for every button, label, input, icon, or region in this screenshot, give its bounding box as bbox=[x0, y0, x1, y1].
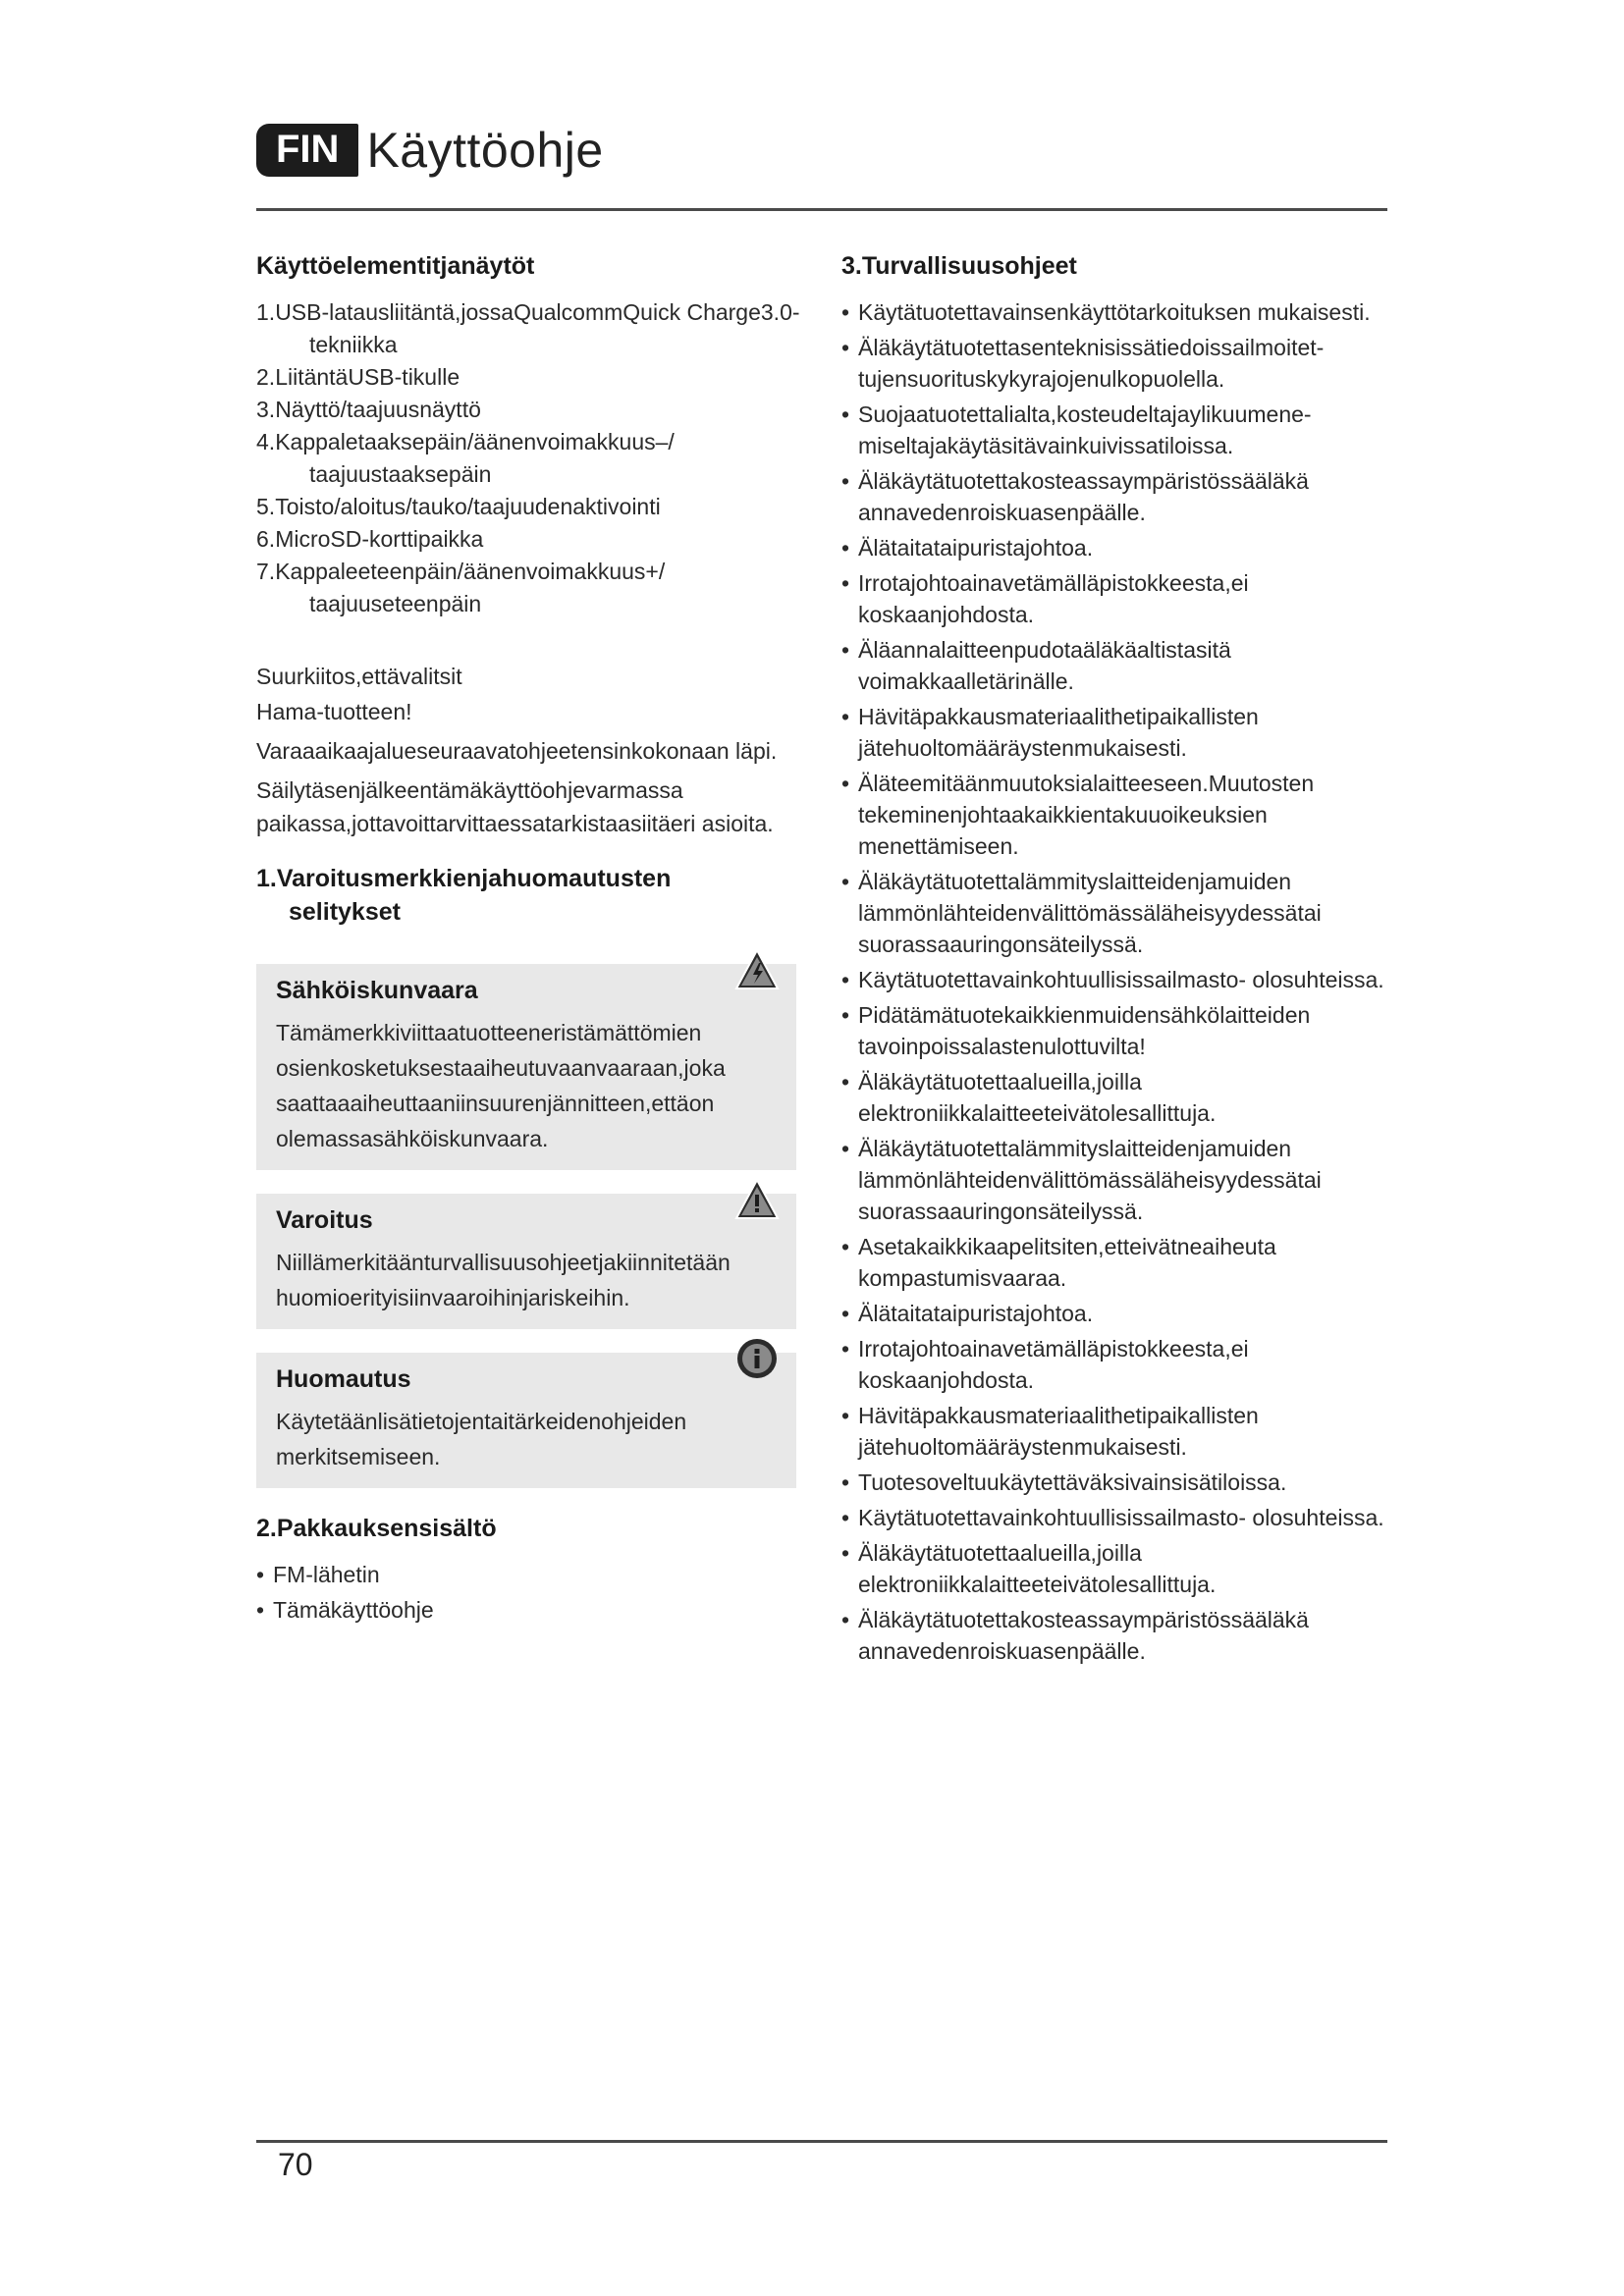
list-item: • Älätaitataipuristajohtoa. bbox=[841, 532, 1387, 563]
safety-list bbox=[841, 296, 1387, 1667]
section-1-heading: 1.Varoitusmerkkienjahuomautusten selitykset bbox=[256, 865, 672, 926]
section-2-heading: 2.Pakkauksensisältö bbox=[256, 1515, 497, 1542]
language-badge: FIN bbox=[256, 124, 358, 177]
box-title: Sähköiskunvaara bbox=[276, 977, 478, 1004]
package-list bbox=[256, 1559, 802, 1626]
list-item: • Äläkäytätuotettalämmityslaitteidenjamuiden lämmönlähteidenvälittömässäläheisyydessätai suorassaauringonsäteilyssä. bbox=[841, 1133, 1387, 1227]
list-item: • Äläkäytätuotettalämmityslaitteidenjamuiden lämmönlähteidenvälittömässäläheisyydessätai suorassaauringonsäteilyssä. bbox=[841, 866, 1387, 960]
list-item: • Äläkäytätuotettasenteknisissätiedoissailmoitet- tujensuorituskykyrajojenulkopuolella. bbox=[841, 332, 1387, 395]
list-item: • Hävitäpakkausmateriaalithetipaikallisten jätehuoltomääräystenmukaisesti. bbox=[841, 701, 1387, 764]
box-text: Tämämerkkiviittaatuotteeneristämättömien osienkosketuksestaaiheutuvaanvaaraan,joka saattaaaiheuttaaniinsuurenjännitteen,ettäon olemassasähköiskunvaara. bbox=[276, 1020, 726, 1151]
warning-box bbox=[256, 1194, 796, 1329]
page-header bbox=[256, 116, 604, 185]
box-title: Varoitus bbox=[276, 1206, 373, 1234]
electric-shock-box bbox=[256, 964, 796, 1170]
controls-heading: Käyttöelementitjanäytöt bbox=[256, 252, 535, 280]
info-circle-icon bbox=[733, 1335, 781, 1382]
warning-triangle-icon bbox=[733, 946, 781, 993]
list-item: • Irrotajohtoainavetämälläpistokkeesta,ei koskaanjohdosta. bbox=[841, 1333, 1387, 1396]
document-title: Käyttöohje bbox=[366, 123, 604, 178]
list-item: • Tuotesoveltuukäytettäväksivainsisätiloissa. bbox=[841, 1467, 1387, 1498]
controls-list bbox=[256, 296, 802, 620]
list-item: • Käytätuotettavainsenkäyttötarkoituksen mukaisesti. bbox=[841, 296, 1387, 328]
list-item: • Äläkäytätuotettakosteassaympäristössääläkä annavedenroiskuasenpäälle. bbox=[841, 465, 1387, 528]
list-item: • Äläannalaitteenpudotaäläkäaltistasitä voimakkaalletärinälle. bbox=[841, 634, 1387, 697]
section-3-heading: 3.Turvallisuusohjeet bbox=[841, 252, 1077, 280]
list-item: • Käytätuotettavainkohtuullisissailmasto- olosuhteissa. bbox=[841, 964, 1387, 995]
footer-rule bbox=[256, 2140, 1387, 2143]
box-text: Käytetäänlisätietojentaitärkeidenohjeiden merkitsemiseen. bbox=[276, 1409, 687, 1469]
note-box bbox=[256, 1353, 796, 1488]
intro-text bbox=[256, 660, 802, 840]
list-item: 1.USB-latausliitäntä,jossaQualcommQuick Charge3.0-tekniikka bbox=[256, 299, 800, 357]
list-item: • Älätaitataipuristajohtoa. bbox=[841, 1298, 1387, 1329]
list-item: 2.LiitäntäUSB-tikulle bbox=[256, 364, 460, 390]
warning-triangle-icon bbox=[733, 1176, 781, 1223]
list-item: • Äläkäytätuotettakosteassaympäristössääläkä annavedenroiskuasenpäälle. bbox=[841, 1604, 1387, 1667]
list-item: 4.Kappaletaaksepäin/äänenvoimakkuus–/ taajuustaaksepäin bbox=[256, 429, 675, 487]
list-item: 5.Toisto/aloitus/tauko/taajuudenaktivointi bbox=[256, 494, 661, 519]
intro-line: Suurkiitos,ettävalitsit bbox=[256, 664, 462, 689]
header-rule bbox=[256, 208, 1387, 211]
list-item: • Irrotajohtoainavetämälläpistokkeesta,ei koskaanjohdosta. bbox=[841, 567, 1387, 630]
list-item: • Hävitäpakkausmateriaalithetipaikallisten jätehuoltomääräystenmukaisesti. bbox=[841, 1400, 1387, 1463]
list-item: 7.Kappaleeteenpäin/äänenvoimakkuus+/ taajuuseteenpäin bbox=[256, 559, 666, 616]
list-item: • Pidätämätuotekaikkienmuidensähkölaitteiden tavoinpoissalastenulottuvilta! bbox=[841, 999, 1387, 1062]
page-number: 70 bbox=[278, 2147, 313, 2182]
list-item: • Äläkäytätuotettaalueilla,joilla elektroniikkalaitteeteivätolesallittuja. bbox=[841, 1537, 1387, 1600]
intro-line: Säilytäsenjälkeentämäkäyttöohjevarmassa paikassa,jottavoittarvittaessatarkistaasiitäeri asioita. bbox=[256, 777, 774, 836]
box-text: Niillämerkitäänturvallisuusohjeetjakiinnitetään huomioerityisiinvaaroihinjariskeihin. bbox=[276, 1250, 731, 1310]
list-item: • Käytätuotettavainkohtuullisissailmasto- olosuhteissa. bbox=[841, 1502, 1387, 1533]
list-item: • Asetakaikkikaapelitsiten,etteivätneaiheuta kompastumisvaaraa. bbox=[841, 1231, 1387, 1294]
list-item: 6.MicroSD-korttipaikka bbox=[256, 526, 484, 552]
list-item: 3.Näyttö/taajuusnäyttö bbox=[256, 397, 481, 422]
intro-line: Hama-tuotteen! bbox=[256, 699, 412, 724]
list-item: • Tämäkäyttöohje bbox=[256, 1594, 802, 1626]
list-item: • Äläkäytätuotettaalueilla,joilla elektroniikkalaitteeteivätolesallittuja. bbox=[841, 1066, 1387, 1129]
left-column bbox=[256, 249, 802, 1629]
list-item: • Äläteemitäänmuutoksialaitteeseen.Muutosten tekeminenjohtaakaikkientakuuoikeuksien menettämiseen. bbox=[841, 768, 1387, 862]
right-column bbox=[841, 249, 1387, 1671]
list-item: • FM-lähetin bbox=[256, 1559, 802, 1590]
box-title: Huomautus bbox=[276, 1365, 411, 1393]
intro-line: Varaaaikaajalueseuraavatohjeetensinkokonaan läpi. bbox=[256, 738, 778, 764]
list-item: • Suojaatuotettalialta,kosteudeltajaylikuumene- miseltajakäytäsitävainkuivissatiloissa. bbox=[841, 399, 1387, 461]
